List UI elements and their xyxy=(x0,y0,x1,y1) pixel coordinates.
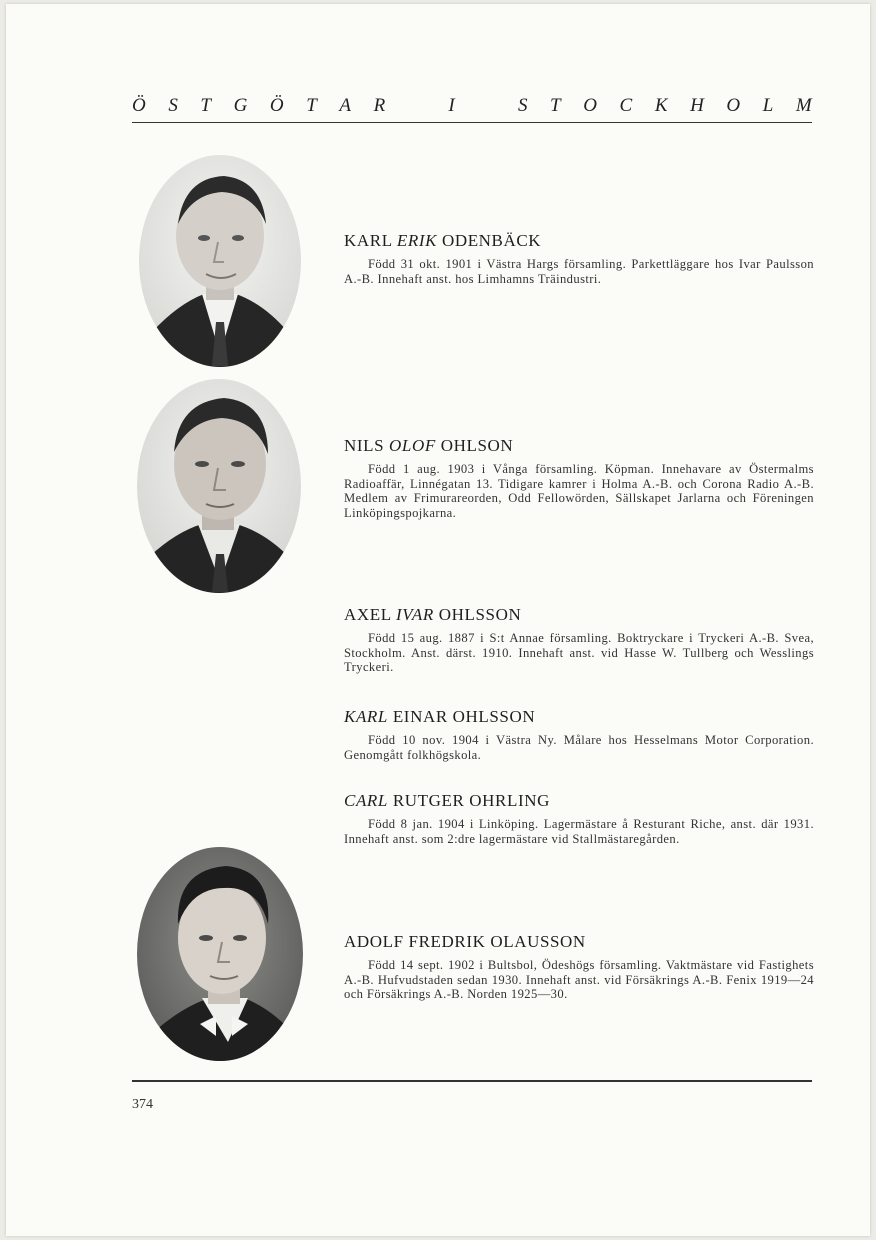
given-name: EINAR xyxy=(392,707,448,726)
header-letter: T xyxy=(306,95,317,116)
biography-text: Född 15 aug. 1887 i S:t Annae församling. Boktryckare i Tryckeri A.-B. Svea, Stockholm. Anst. därst. 1910. Innehaft anst. vid Hasse W. Tullberg och Wesslings Tryckeri. xyxy=(344,631,814,675)
surname: ODENBÄCK xyxy=(441,231,542,250)
header-letter: O xyxy=(583,95,597,116)
header-letter: S xyxy=(517,95,528,116)
called-name: CARL xyxy=(344,791,388,810)
portrait-photo xyxy=(136,378,302,594)
header-letter: M xyxy=(795,95,812,116)
portrait-photo xyxy=(136,846,304,1062)
header-rule xyxy=(132,122,812,123)
header-letter: L xyxy=(762,95,774,116)
biography-text: Född 31 okt. 1901 i Västra Hargs församling. Parkettläggare hos Ivar Paulsson A.-B. Innehaft anst. hos Limhamns Träindustri. xyxy=(344,257,814,286)
header-letter: R xyxy=(373,95,386,116)
page-number: 374 xyxy=(132,1097,153,1112)
biography-entry xyxy=(344,707,814,762)
header-letter: A xyxy=(339,95,352,116)
surname: OHLSSON xyxy=(438,605,522,624)
header-letter: T xyxy=(200,95,211,116)
biography-text: Född 8 jan. 1904 i Linköping. Lagermästare å Resturant Riche, anst. där 1931. Innehaft anst. som 2:dre lagermästare vid Stallmästaregården. xyxy=(344,817,814,846)
surname: OHLSON xyxy=(440,436,514,455)
surname: OLAUSSON xyxy=(490,932,586,951)
given-name: FREDRIK xyxy=(408,932,486,951)
header-letter: G xyxy=(233,95,248,116)
called-name: OLOF xyxy=(389,436,436,455)
header-letter: O xyxy=(726,95,741,116)
header-letter: K xyxy=(654,95,668,116)
surname: OHRLING xyxy=(469,791,550,810)
biography-entry xyxy=(344,605,814,675)
biography-entry xyxy=(344,791,814,846)
person-name xyxy=(344,605,814,625)
given-name: ADOLF xyxy=(344,932,404,951)
person-name xyxy=(344,436,814,456)
portrait-photo xyxy=(138,154,302,368)
surname: OHLSSON xyxy=(452,707,536,726)
given-name: NILS xyxy=(344,436,385,455)
person-name xyxy=(344,231,814,251)
biography-text: Född 10 nov. 1904 i Västra Ny. Målare hos Hesselmans Motor Corporation. Genomgått folkhögskola. xyxy=(344,733,814,762)
header-letter: H xyxy=(690,95,704,116)
header-letter: Ö xyxy=(269,95,284,116)
biography-entry xyxy=(344,932,814,1002)
person-name xyxy=(344,707,814,727)
header-letter: T xyxy=(550,95,561,116)
biography-entry xyxy=(344,436,814,520)
header-letter: C xyxy=(619,95,633,116)
header-letter: I xyxy=(448,95,455,116)
called-name: ERIK xyxy=(396,231,438,250)
footer-rule xyxy=(132,1080,812,1082)
biography-entry xyxy=(344,231,814,286)
called-name: IVAR xyxy=(395,605,434,624)
given-name: AXEL xyxy=(344,605,392,624)
person-name xyxy=(344,791,814,811)
person-name xyxy=(344,932,814,952)
called-name: KARL xyxy=(344,707,388,726)
header-letter: S xyxy=(168,95,178,116)
given-name: KARL xyxy=(344,231,393,250)
header-letter: Ö xyxy=(132,95,146,116)
biography-text: Född 1 aug. 1903 i Vånga församling. Köpman. Innehavare av Östermalms Radioaffär, Linnégatan 13. Tidigare kamrer i Holma A.-B. och Corona Radio A.-B. Medlem av Frimurareorden, Odd Fellowörden, Sällskapet Jarlarna och Föreningen Linköpingspojkarna. xyxy=(344,462,814,520)
biography-text: Född 14 sept. 1902 i Bultsbol, Ödeshögs församling. Vaktmästare vid Fastighets A.-B. Hufvudstaden sedan 1930. Innehaft anst. vid Försäkrings A.-B. Fenix 1919—24 och Försäkrings A.-B. Norden 1925—30. xyxy=(344,958,814,1002)
given-name: RUTGER xyxy=(392,791,465,810)
running-header xyxy=(132,92,812,120)
